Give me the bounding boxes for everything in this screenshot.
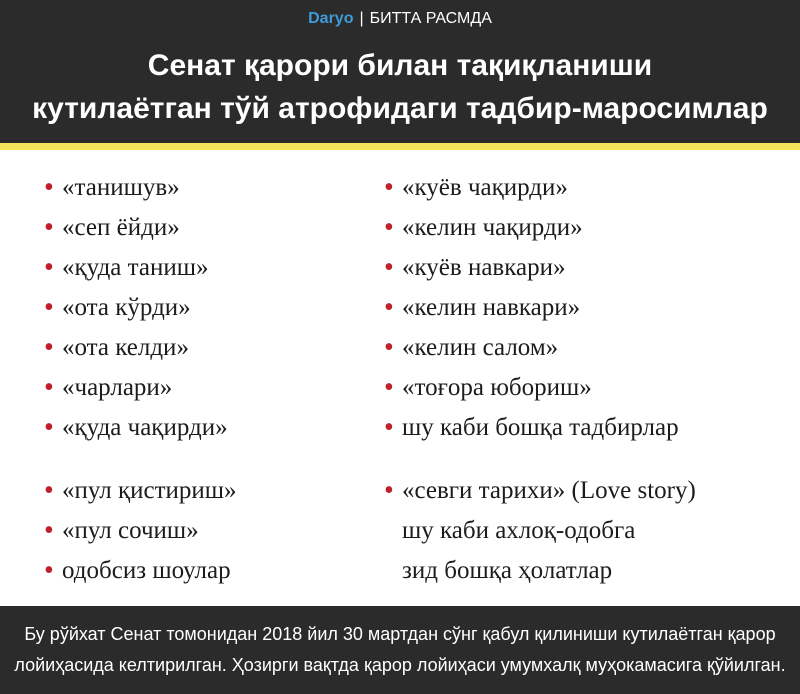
list-item-text: «ота кўрди» <box>62 294 191 321</box>
list-column-1 <box>44 168 364 448</box>
bullet-icon: • <box>384 172 394 203</box>
list-item-text: одобсиз шоулар <box>62 557 231 584</box>
list-item-text: «сеп ёйди» <box>62 214 180 241</box>
title-line-1: Сенат қарори билан тақиқланиши <box>147 49 653 82</box>
list-item-text: «севги тарихи» (Love story) <box>402 477 696 504</box>
bullet-icon: • <box>44 212 54 243</box>
bullet-icon: • <box>44 372 54 403</box>
bullet-icon: • <box>44 332 54 363</box>
list-item-text: «келин навкари» <box>402 294 581 321</box>
list-item-text: «куёв чақирди» <box>402 174 568 201</box>
list-item-text: «келин салом» <box>402 334 559 361</box>
list-item-text: «қуда чақирди» <box>62 414 228 441</box>
list-item <box>384 248 794 288</box>
list-item <box>44 368 364 408</box>
list-item-text: «пул сочиш» <box>62 517 199 544</box>
list-item <box>44 408 364 448</box>
bullet-icon: • <box>384 412 394 443</box>
footer-line-2: лойиҳасида келтирилган. Ҳозирги вақтда қарор лойиҳаси умумхалқ муҳокамасига қўйилган. <box>14 655 786 675</box>
list-column-4 <box>384 471 794 591</box>
daryo-logo: Daryo <box>308 10 354 27</box>
list-item <box>44 168 364 208</box>
bullet-icon: • <box>384 292 394 323</box>
list-item <box>384 511 794 551</box>
list-item-text: «ота келди» <box>62 334 189 361</box>
list-item-text: «пул қистириш» <box>62 477 237 504</box>
bullet-icon: • <box>44 475 54 506</box>
list-item <box>384 471 794 511</box>
bullet-icon: • <box>44 252 54 283</box>
list-item <box>44 248 364 288</box>
footer <box>0 606 800 694</box>
title-line-2: кутилаётган тўй атрофидаги тадбир-маросимлар <box>32 92 768 125</box>
brand-tagline: БИТТА РАСМДА <box>369 10 492 27</box>
accent-bar <box>0 143 800 150</box>
list-item-text: зид бошқа ҳолатлар <box>402 557 613 584</box>
bullet-icon: • <box>44 555 54 586</box>
list-item <box>44 511 364 551</box>
list-item <box>384 168 794 208</box>
list-item <box>44 328 364 368</box>
list-item <box>384 368 794 408</box>
footer-line-1: Бу рўйхат Сенат томонидан 2018 йил 30 мартдан сўнг қабул қилиниши кутилаётган қарор <box>24 624 776 644</box>
bullet-icon: • <box>384 372 394 403</box>
brand <box>0 10 800 28</box>
bullet-icon: • <box>384 332 394 363</box>
list-item-text: «келин чақирди» <box>402 214 583 241</box>
list-item-text: «қуда таниш» <box>62 254 209 281</box>
bullet-icon: • <box>44 515 54 546</box>
bullet-icon: • <box>384 475 394 506</box>
bullet-icon: • <box>384 212 394 243</box>
list-item <box>384 208 794 248</box>
list-item-text: «чарлари» <box>62 374 173 401</box>
list-item <box>384 408 794 448</box>
list-item <box>384 328 794 368</box>
list-item <box>44 471 364 511</box>
page-title <box>0 44 800 130</box>
header <box>0 0 800 143</box>
footer-note <box>0 619 800 681</box>
list-item <box>384 288 794 328</box>
list-item-text: «танишув» <box>62 174 180 201</box>
list-item-text: шу каби бошқа тадбирлар <box>402 414 679 441</box>
list-item-text: «куёв навкари» <box>402 254 566 281</box>
bullet-icon: • <box>44 292 54 323</box>
list-item <box>384 551 794 591</box>
bullet-icon: • <box>44 172 54 203</box>
bullet-icon: • <box>44 412 54 443</box>
list-item <box>44 288 364 328</box>
list-column-2 <box>384 168 794 448</box>
list-item <box>44 208 364 248</box>
brand-separator: | <box>359 10 364 27</box>
list-item-text: шу каби ахлоқ-одобга <box>402 517 636 544</box>
list-item <box>44 551 364 591</box>
list-item-text: «тоғора юбориш» <box>402 374 592 401</box>
list-column-3 <box>44 471 364 591</box>
bullet-icon: • <box>384 252 394 283</box>
